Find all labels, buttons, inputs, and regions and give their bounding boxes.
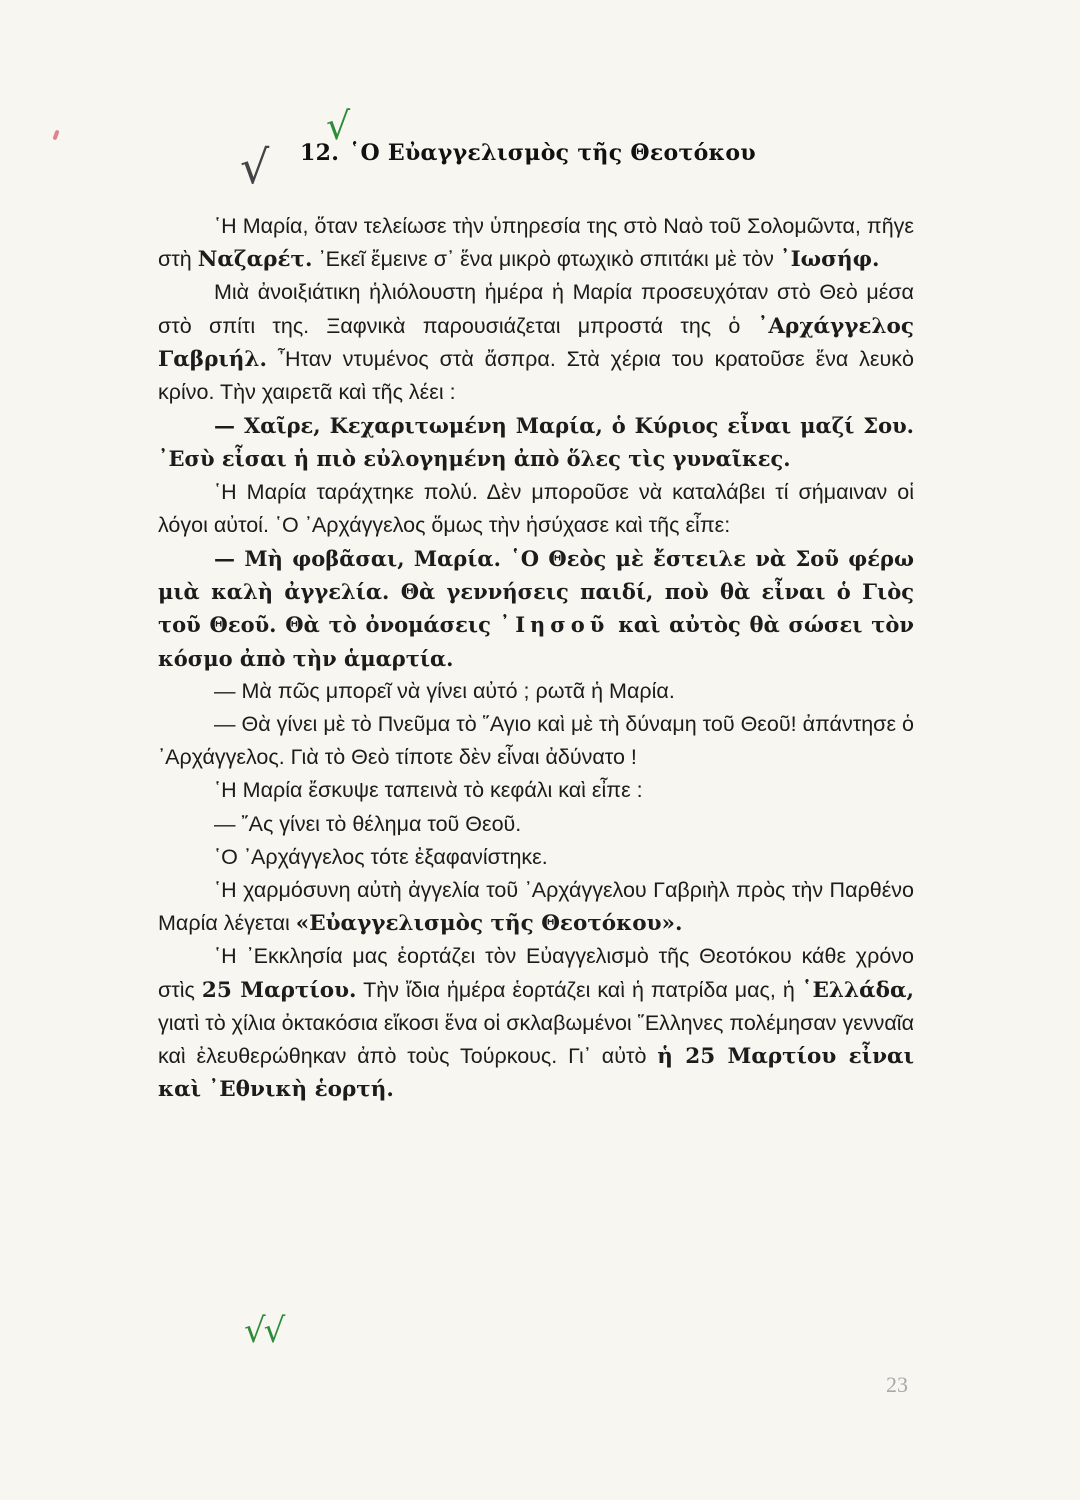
dialogue-line: — Θὰ γίνει μὲ τὸ Πνεῦμα τὸ ῞Αγιο καὶ μὲ τὴ δύναμη τοῦ Θεοῦ! ἀπάντησε ὁ ᾿Αρχάγγελος. Γιὰ τὸ Θεὸ τίποτε δὲν εἶναι ἀδύνατο !: [158, 712, 914, 770]
chapter-title: [300, 140, 756, 166]
chapter-number: 12.: [300, 140, 340, 166]
ink-mark: [52, 130, 59, 141]
angel-message: [158, 542, 914, 675]
text-run: Μιὰ ἀνοιξιάτικη ἡλιόλουστη ἡμέρα ἡ Μαρία προσευχόταν στὸ Θεὸ μέσα στὸ σπίτι της. Ξαφνικὰ παρουσιάζεται μπροστά της ὁ: [158, 280, 914, 338]
dialogue-line: — Μὰ πῶς μπορεῖ νὰ γίνει αὐτό ; ρωτᾶ ἡ Μαρία.: [214, 678, 675, 703]
angel-greeting: — Χαῖρε, Κεχαριτωμένη Μαρία, ὁ Κύριος εἶναι μαζί Σου. ᾿Εσὺ εἶσαι ἡ πιὸ εὐλογημένη ἀπὸ ὅλες τὶς γυναῖκες.: [158, 413, 914, 472]
text-run: ῾Η χαρμόσυνη αὐτὴ ἀγγελία τοῦ ᾿Αρχάγγελου Γαβριὴλ πρὸς τὴν Παρθένο Μαρία λέγεται: [158, 878, 914, 936]
text-run: καὶ αὐτὸς θὰ σώσει τὸν κόσμο ἀπὸ τὴν ἁμαρτία.: [158, 612, 914, 671]
paragraph: [158, 210, 914, 276]
paragraph: [158, 940, 914, 1106]
bold-term: ᾿Ιωσήφ.: [779, 247, 880, 273]
dialogue-line: — ῎Ας γίνει τὸ θέλημα τοῦ Θεοῦ.: [214, 811, 522, 836]
checkmark-end: √√: [244, 1311, 284, 1351]
chapter-body: [158, 210, 914, 1106]
bold-term: ῾Ελλάδα,: [801, 977, 914, 1003]
bold-term: ἡ 25 Μαρτίου εἶναι καὶ ᾿Εθνικὴ ἑορτή.: [158, 1044, 914, 1103]
paragraph: [158, 874, 914, 940]
checkmark-left: √: [240, 140, 270, 194]
text-run: ῾Η Μαρία, ὅταν τελείωσε τὴν ὑπηρεσία της στὸ Ναὸ τοῦ Σολομῶντα, πῆγε στὴ: [158, 214, 914, 272]
text-run: — Μὴ φοβᾶσαι, Μαρία. ῾Ο Θεὸς μὲ ἔστειλε νὰ Σοῦ φέρω μιὰ καλὴ ἀγγελία. Θὰ γεννήσεις παιδί, ποὺ θὰ εἶναι ὁ Γιὸς τοῦ Θεοῦ. Θὰ τὸ ὀνομάσεις: [158, 546, 914, 638]
text-run: Τὴν ἴδια ἡμέρα ἑορτάζει καὶ ἡ πατρίδα μας, ἡ: [356, 977, 802, 1002]
chapter-title-text: ῾Ο Εὐαγγελισμὸς τῆς Θεοτόκου: [349, 140, 756, 166]
paragraph: ῾Η Μαρία ταράχτηκε πολύ. Δὲν μποροῦσε νὰ καταλάβει τί σήμαιναν οἱ λόγοι αὐτοί. ῾Ο ᾿Αρχάγγελος ὅμως τὴν ἡσύχασε καὶ τῆς εἶπε:: [158, 479, 914, 537]
text-run: γιατὶ τὸ χίλια ὀκτακόσια εἴκοσι ἕνα οἱ σκλαβωμένοι ῞Ελληνες πολέμησαν γενναῖα καὶ ἐλευθερώθηκαν ἀπὸ τοὺς Τούρκους. Γι᾿ αὐτὸ: [158, 1010, 914, 1069]
bold-term: «Εὐαγγελισμὸς τῆς Θεοτόκου».: [295, 911, 683, 937]
paragraph: ῾Ο ᾿Αρχάγγελος τότε ἐξαφανίστηκε.: [214, 844, 548, 869]
text-run: ῏Ηταν ντυμένος στὰ ἄσπρα. Στὰ χέρια του κρατοῦσε ἕνα λευκὸ κρίνο. Τὴν χαιρετᾶ καὶ τῆς λέει :: [158, 346, 914, 405]
text-run: ῾Η ᾿Εκκλησία μας ἑορτάζει τὸν Εὐαγγελισμὸ τῆς Θεοτόκου κάθε χρόνο στὶς: [158, 944, 914, 1002]
bold-term: 25 Μαρτίου.: [201, 977, 357, 1003]
text-run: ᾿Εκεῖ ἔμεινε σ᾿ ἕνα μικρὸ φτωχικὸ σπιτάκι μὲ τὸν: [312, 247, 780, 272]
spaced-name: ᾿Ιησοῦ: [499, 612, 610, 638]
page-number: 23: [886, 1372, 908, 1397]
checkmark-title: √: [326, 104, 351, 148]
bold-term: ᾿Αρχάγγελος Γαβριήλ.: [158, 313, 914, 372]
bold-term: Ναζαρέτ.: [197, 247, 313, 273]
paragraph: ῾Η Μαρία ἔσκυψε ταπεινὰ τὸ κεφάλι καὶ εἶπε :: [214, 778, 643, 803]
paragraph: [158, 276, 914, 409]
